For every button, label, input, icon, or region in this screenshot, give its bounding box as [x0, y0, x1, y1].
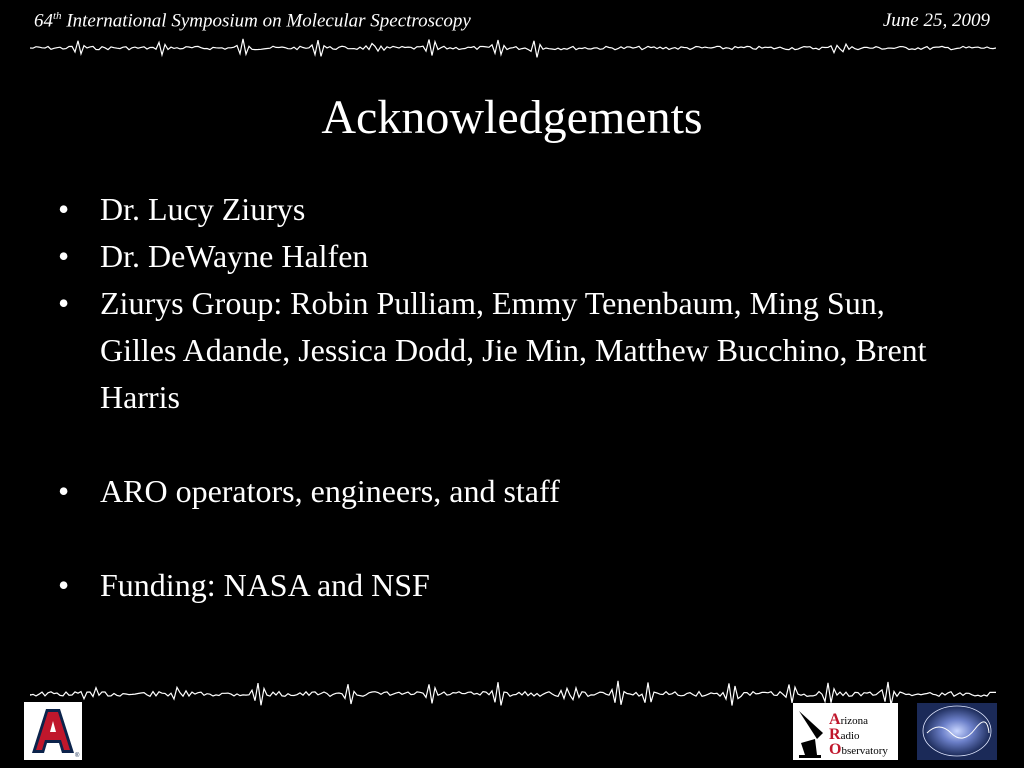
- telescope-icon: [793, 703, 829, 760]
- conference-title: [34, 10, 471, 32]
- aro-telescope-logo: [793, 703, 898, 760]
- acknowledgement-list: [58, 186, 958, 609]
- slide-title: Acknowledgements: [321, 91, 703, 144]
- svg-text:®: ®: [75, 753, 80, 759]
- spectrum-divider-top: [30, 36, 996, 60]
- university-of-arizona-logo: [24, 702, 82, 760]
- list-item: • Dr. DeWayne Halfen: [58, 233, 958, 280]
- list-item: • Funding: NASA and NSF: [58, 562, 958, 609]
- aro-wordmark: Arizona Radio Observatory: [829, 711, 888, 758]
- conference-date: June 25, 2009: [882, 10, 990, 31]
- slide-header: [0, 0, 1024, 40]
- list-item: • ARO operators, engineers, and staff: [58, 468, 958, 515]
- list-item: • Dr. Lucy Ziurys: [58, 186, 958, 233]
- list-item: • Ziurys Group: Robin Pulliam, Emmy Tenenbaum, Ming Sun, Gilles Adande, Jessica Dodd, Jie Min, Matthew Bucchino, Brent Harris: [58, 280, 958, 421]
- globe-nebula-logo: [917, 703, 997, 760]
- conference-name: International Symposium on Molecular Spectroscopy: [61, 10, 471, 32]
- conference-ordinal-suffix: th: [53, 10, 62, 22]
- block-a-icon: [24, 702, 82, 760]
- conference-ordinal: 64: [34, 10, 53, 32]
- globe-icon: [917, 703, 997, 760]
